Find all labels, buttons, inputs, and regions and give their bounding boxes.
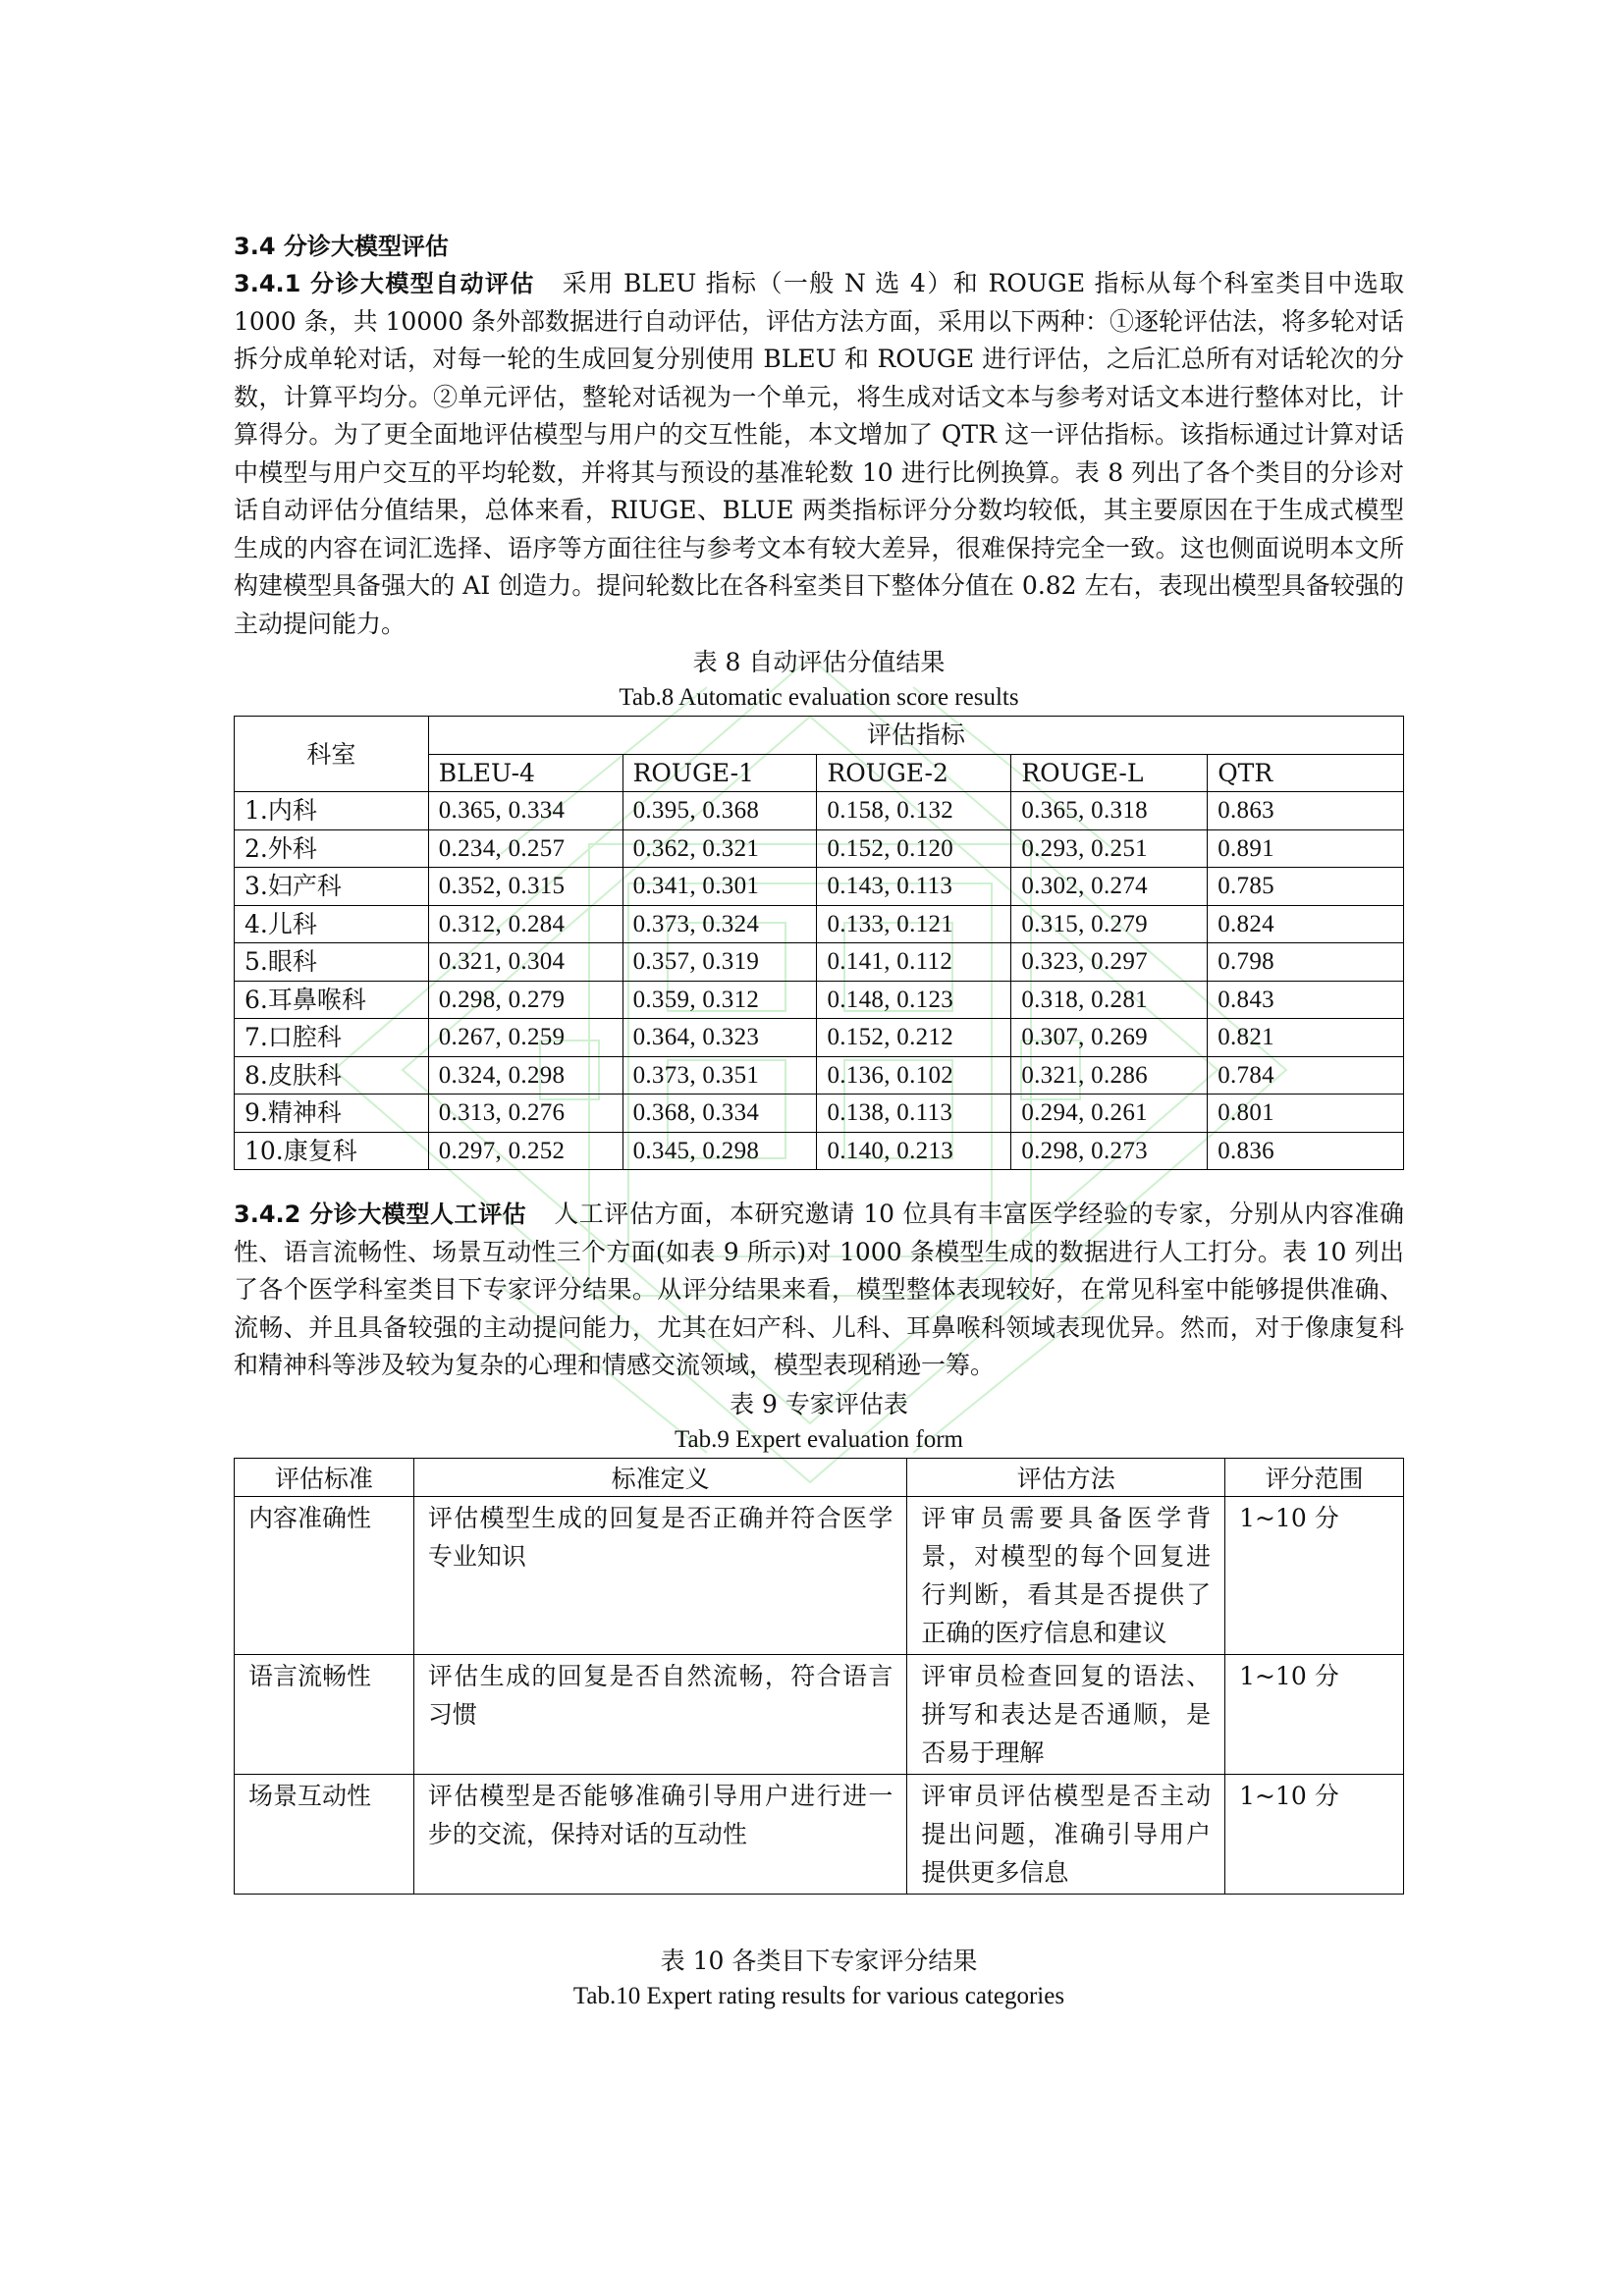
table8-header-dept: 科室	[235, 717, 429, 792]
table8-row	[235, 1019, 1404, 1057]
table9-method-cell: 评审员检查回复的语法、拼写和表达是否通顺，是否易于理解	[907, 1654, 1225, 1774]
table8-score-cell: 0.784	[1208, 1056, 1404, 1095]
table8-metric-header: BLEU-4	[428, 754, 623, 792]
table8-dept-cell: 5.眼科	[235, 943, 429, 982]
table9-range-cell: 1~10 分	[1225, 1496, 1404, 1654]
table8-score-cell: 0.863	[1208, 792, 1404, 830]
table8-score-cell: 0.324, 0.298	[428, 1056, 623, 1095]
table8-score-cell: 0.234, 0.257	[428, 829, 623, 868]
table8-score-cell: 0.323, 0.297	[1011, 943, 1208, 982]
table9-criterion-cell: 语言流畅性	[235, 1654, 414, 1774]
table9-caption-en: Tab.9 Expert evaluation form	[675, 1425, 963, 1453]
table8-score-cell: 0.313, 0.276	[428, 1095, 623, 1133]
table8-metric-header: ROUGE-L	[1011, 754, 1208, 792]
table8-dept-cell: 2.外科	[235, 829, 429, 868]
subsection-heading-auto-eval: 3.4.1 分诊大模型自动评估	[234, 270, 535, 297]
auto-eval-body: 采用 BLEU 指标（一般 N 选 4）和 ROUGE 指标从每个科室类目中选取 1000 条，共 10000 条外部数据进行自动评估，评估方法方面，采用以下两种：①逐轮评估法，将多轮对话拆分成单轮对话，对每一轮的生成回复分别使用 BLEU 和 ROUGE 进行评估，之后汇总所有对话轮次的分数，计算平均分。②单元评估，整轮对话视为一个单元，将生成对话文本与参考对话文本进行整体对比，计算得分。为了更全面地评估模型与用户的交互性能，本文增加了 QTR 这一评估指标。该指标通过计算对话中模型与用户交互的平均轮数，并将其与预设的基准轮数 10 进行比例换算。表 8 列出了各个类目的分诊对话自动评估分值结果，总体来看，RIUGE、BLUE 两类指标评分分数均较低，其主要原因在于生成式模型生成的内容在词汇选择、语序等方面往往与参考文本有较大差异，很难保持完全一致。这也侧面说明本文所构建模型具备强大的 AI 创造力。提问轮数比在各科室类目下整体分值在 0.82 左右，表现出模型具备较强的主动提问能力。	[234, 269, 1405, 638]
table8-score-cell: 0.368, 0.334	[623, 1095, 817, 1133]
table8-score-cell: 0.302, 0.274	[1011, 868, 1208, 906]
table8-metric-header: ROUGE-1	[623, 754, 817, 792]
table8-dept-cell: 9.精神科	[235, 1095, 429, 1133]
table8-row	[235, 1132, 1404, 1170]
table9-header-cell: 评分范围	[1225, 1458, 1404, 1496]
table9-header-row	[235, 1458, 1404, 1496]
paragraph-auto-eval	[234, 265, 1404, 643]
table8-score-cell: 0.148, 0.123	[817, 981, 1011, 1019]
table8-row	[235, 905, 1404, 943]
page-content	[234, 228, 1404, 2014]
table10-caption-en: Tab.10 Expert rating results for various categories	[572, 1982, 1065, 2009]
table8-score-cell: 0.365, 0.318	[1011, 792, 1208, 830]
table8-header-metrics: 评估指标	[428, 717, 1403, 755]
table8-score-cell: 0.362, 0.321	[623, 829, 817, 868]
section-title: 3.4 分诊大模型评估	[234, 233, 449, 260]
table8-auto-eval-scores	[234, 716, 1404, 1170]
table9-expert-eval-form	[234, 1458, 1404, 1895]
table8-row	[235, 792, 1404, 830]
table9-row	[235, 1654, 1404, 1774]
table8-metric-header: ROUGE-2	[817, 754, 1011, 792]
table8-metric-header: QTR	[1208, 754, 1404, 792]
table9-range-cell: 1~10 分	[1225, 1774, 1404, 1894]
table8-score-cell: 0.843	[1208, 981, 1404, 1019]
table8-score-cell: 0.141, 0.112	[817, 943, 1011, 982]
table8-score-cell: 0.152, 0.120	[817, 829, 1011, 868]
table8-score-cell: 0.321, 0.286	[1011, 1056, 1208, 1095]
table8-score-cell: 0.341, 0.301	[623, 868, 817, 906]
table8-score-cell: 0.138, 0.113	[817, 1095, 1011, 1133]
table8-score-cell: 0.136, 0.102	[817, 1056, 1011, 1095]
table8-score-cell: 0.395, 0.368	[623, 792, 817, 830]
table8-score-cell: 0.158, 0.132	[817, 792, 1011, 830]
table8-dept-cell: 1.内科	[235, 792, 429, 830]
table8-dept-cell: 6.耳鼻喉科	[235, 981, 429, 1019]
table8-header-row	[235, 717, 1404, 755]
table8-score-cell: 0.298, 0.273	[1011, 1132, 1208, 1170]
table8-score-cell: 0.318, 0.281	[1011, 981, 1208, 1019]
table10-caption-cn: 表 10 各类目下专家评分结果	[660, 1946, 978, 1975]
table8-score-cell: 0.365, 0.334	[428, 792, 623, 830]
table9-header-cell: 评估标准	[235, 1458, 414, 1496]
table8-row	[235, 829, 1404, 868]
table8-score-cell: 0.321, 0.304	[428, 943, 623, 982]
table8-row	[235, 1095, 1404, 1133]
table8-caption-cn: 表 8 自动评估分值结果	[692, 648, 946, 676]
table8-score-cell: 0.798	[1208, 943, 1404, 982]
table8-dept-cell: 3.妇产科	[235, 868, 429, 906]
table8-caption-en: Tab.8 Automatic evaluation score results	[619, 684, 1019, 711]
table8-score-cell: 0.801	[1208, 1095, 1404, 1133]
table8-score-cell: 0.152, 0.212	[817, 1019, 1011, 1057]
table8-score-cell: 0.891	[1208, 829, 1404, 868]
table8-row	[235, 943, 1404, 982]
table8-score-cell: 0.297, 0.252	[428, 1132, 623, 1170]
table8-row	[235, 981, 1404, 1019]
table8-score-cell: 0.359, 0.312	[623, 981, 817, 1019]
table9-method-cell: 评审员评估模型是否主动提出问题，准确引导用户提供更多信息	[907, 1774, 1225, 1894]
table8-score-cell: 0.315, 0.279	[1011, 905, 1208, 943]
table8-score-cell: 0.345, 0.298	[623, 1132, 817, 1170]
human-eval-body: 人工评估方面，本研究邀请 10 位具有丰富医学经验的专家，分别从内容准确性、语言流畅性、场景互动性三个方面(如表 9 所示)对 1000 条模型生成的数据进行人工打分。表 10 列出了各个医学科室类目下专家评分结果。从评分结果来看，模型整体表现较好，在常见科室中能够提供准确、流畅、并且具备较强的主动提问能力，尤其在妇产科、儿科、耳鼻喉科领域表现优异。然而，对于像康复科和精神科等涉及较为复杂的心理和情感交流领域，模型表现稍逊一筹。	[234, 1200, 1405, 1379]
table9-definition-cell: 评估模型生成的回复是否正确并符合医学专业知识	[413, 1496, 907, 1654]
table8-score-cell: 0.373, 0.351	[623, 1056, 817, 1095]
table9-header-cell: 评估方法	[907, 1458, 1225, 1496]
table9-range-cell: 1~10 分	[1225, 1654, 1404, 1774]
table8-score-cell: 0.133, 0.121	[817, 905, 1011, 943]
table8-score-cell: 0.140, 0.213	[817, 1132, 1011, 1170]
paragraph-human-eval	[234, 1196, 1404, 1385]
table8-score-cell: 0.821	[1208, 1019, 1404, 1057]
table8-score-cell: 0.267, 0.259	[428, 1019, 623, 1057]
table8-score-cell: 0.836	[1208, 1132, 1404, 1170]
table8-score-cell: 0.357, 0.319	[623, 943, 817, 982]
table9-definition-cell: 评估模型是否能够准确引导用户进行进一步的交流，保持对话的互动性	[413, 1774, 907, 1894]
subsection-heading-human-eval: 3.4.2 分诊大模型人工评估	[234, 1201, 527, 1228]
table9-caption-cn: 表 9 专家评估表	[730, 1389, 908, 1418]
table8-row	[235, 1056, 1404, 1095]
table9-row	[235, 1774, 1404, 1894]
table9-criterion-cell: 内容准确性	[235, 1496, 414, 1654]
table8-score-cell: 0.294, 0.261	[1011, 1095, 1208, 1133]
table8-score-cell: 0.143, 0.113	[817, 868, 1011, 906]
table8-score-cell: 0.364, 0.323	[623, 1019, 817, 1057]
table8-score-cell: 0.307, 0.269	[1011, 1019, 1208, 1057]
table8-score-cell: 0.824	[1208, 905, 1404, 943]
table8-dept-cell: 10.康复科	[235, 1132, 429, 1170]
table8-dept-cell: 8.皮肤科	[235, 1056, 429, 1095]
table8-dept-cell: 7.口腔科	[235, 1019, 429, 1057]
table9-row	[235, 1496, 1404, 1654]
table9-method-cell: 评审员需要具备医学背景，对模型的每个回复进行判断，看其是否提供了正确的医疗信息和建议	[907, 1496, 1225, 1654]
table8-score-cell: 0.293, 0.251	[1011, 829, 1208, 868]
table8-score-cell: 0.785	[1208, 868, 1404, 906]
table8-dept-cell: 4.儿科	[235, 905, 429, 943]
table9-criterion-cell: 场景互动性	[235, 1774, 414, 1894]
table8-score-cell: 0.312, 0.284	[428, 905, 623, 943]
table8-row	[235, 868, 1404, 906]
table8-score-cell: 0.298, 0.279	[428, 981, 623, 1019]
table9-header-cell: 标准定义	[413, 1458, 907, 1496]
table9-definition-cell: 评估生成的回复是否自然流畅，符合语言习惯	[413, 1654, 907, 1774]
table8-score-cell: 0.373, 0.324	[623, 905, 817, 943]
table8-score-cell: 0.352, 0.315	[428, 868, 623, 906]
